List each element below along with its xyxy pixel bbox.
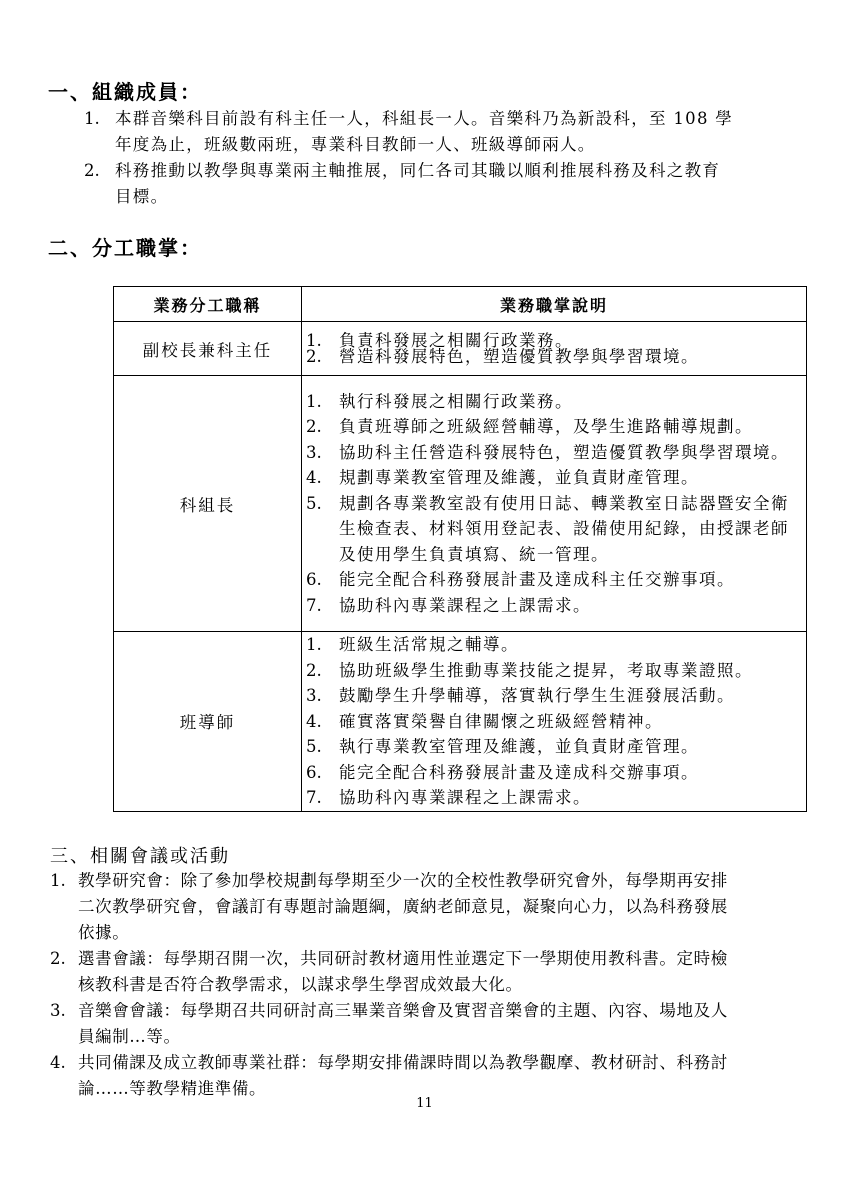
list-item: 4. 確實落實榮譽自律關懷之班級經營精神。 [306, 711, 663, 731]
section1-title: 一、組織成員： [48, 80, 202, 104]
item-line: 依據。 [78, 923, 130, 942]
list-item: 1. 班級生活常規之輔導。 [306, 635, 519, 654]
item-number: 2. [84, 161, 100, 180]
table-header-duties: 業務職掌說明 [302, 287, 807, 322]
table-row [114, 376, 807, 632]
item-line: 核教科書是否符合教學需求，以謀求學生學習成效最大化。 [78, 975, 523, 994]
list-item: 1. 負責科發展之相關行政業務。 [306, 330, 573, 350]
list-item: 4. 規劃專業教室管理及維護，並負責財產管理。 [306, 468, 699, 488]
table-header-role: 業務分工職稱 [114, 287, 302, 322]
item-line: 共同備課及成立教師專業社群：每學期安排備課時間以為教學觀摩、教材研討、科務討 [78, 1053, 728, 1072]
section1-item-1 [84, 106, 804, 158]
item-number: 4. [50, 1053, 66, 1072]
section3-item-2 [50, 946, 810, 998]
list-item: 2. 協助班級學生推動專業技能之提昇，考取專業證照。 [306, 660, 753, 680]
role-cell: 副校長兼科主任 [114, 322, 302, 376]
duties-cell [302, 376, 807, 632]
list-item: 3. 鼓勵學生升學輔導，落實執行學生生涯發展活動。 [306, 686, 735, 705]
item-line: 員編制…等。 [78, 1027, 181, 1046]
section3-item-3 [50, 998, 810, 1050]
item-line: 年度為止，班級數兩班，專業科目教師一人、班級導師兩人。 [115, 135, 596, 154]
section2-title: 二、分工職掌： [48, 236, 202, 260]
item-number: 1. [50, 871, 66, 890]
table-row [114, 632, 807, 812]
list-item: 3. 協助科主任營造科發展特色，塑造優質教學與學習環境。 [306, 442, 789, 462]
list-item: 7. 協助科內專業課程之上課需求。 [306, 788, 591, 807]
section3-title: 三、相關會議或活動 [50, 846, 230, 867]
role-cell: 科組長 [114, 376, 302, 632]
list-item: 6. 能完全配合科務發展計畫及達成科交辦事項。 [306, 762, 699, 782]
item-line: 教學研究會：除了參加學校規劃每學期至少一次的全校性教學研究會外，每學期再安排 [78, 871, 728, 890]
list-item: 2. 營造科發展特色，塑造優質教學與學習環境。 [306, 347, 699, 367]
duties-cell [302, 632, 807, 812]
list-item: 5. 執行專業教室管理及維護，並負責財產管理。 [306, 737, 699, 756]
item-number: 2. [50, 949, 66, 968]
list-item: 2. 負責班導師之班級經營輔導，及學生進路輔導規劃。 [306, 417, 753, 437]
duty-table [113, 286, 807, 812]
duties-cell [302, 322, 807, 376]
item-number: 3. [50, 1001, 66, 1020]
page-number: 11 [416, 1096, 433, 1111]
section3-item-4 [50, 1050, 810, 1102]
item-line: 音樂會會議：每學期召共同研討高三畢業音樂會及實習音樂會的主題、內容、場地及人 [78, 1001, 728, 1020]
section3-item-1 [50, 868, 810, 946]
list-item: 7. 協助科內專業課程之上課需求。 [306, 595, 591, 615]
item-line: 選書會議：每學期召開一次，共同研討教材適用性並選定下一學期使用教科書。定時檢 [78, 949, 728, 968]
item-line: 目標。 [115, 187, 169, 206]
item-line: 二次教學研究會，會議訂有專題討論題綱，廣納老師意見，凝聚向心力，以為科務發展 [78, 897, 728, 916]
list-item: 6. 能完全配合科務發展計畫及達成科主任交辦事項。 [306, 570, 735, 590]
table-row [114, 322, 807, 376]
item-line: 科務推動以教學與專業兩主軸推展，同仁各司其職以順利推展科務及科之教育 [115, 161, 721, 180]
section1-item-2 [84, 158, 804, 210]
item-line: 本群音樂科目前設有科主任一人，科組長一人。音樂科乃為新設科，至 108 學 [115, 109, 734, 128]
item-number: 1. [84, 109, 100, 128]
list-item: 1. 執行科發展之相關行政業務。 [306, 391, 573, 411]
role-cell: 班導師 [114, 632, 302, 812]
item-line: 論……等教學精進準備。 [78, 1079, 267, 1098]
table-header-row [114, 287, 807, 322]
list-item: 5. 規劃各專業教室設有使用日誌、轉業教室日誌器暨安全衛生檢查表、材料領用登記表、設備使用紀錄，由授課老師及使用學生負責填寫、統一管理。 [306, 493, 789, 564]
